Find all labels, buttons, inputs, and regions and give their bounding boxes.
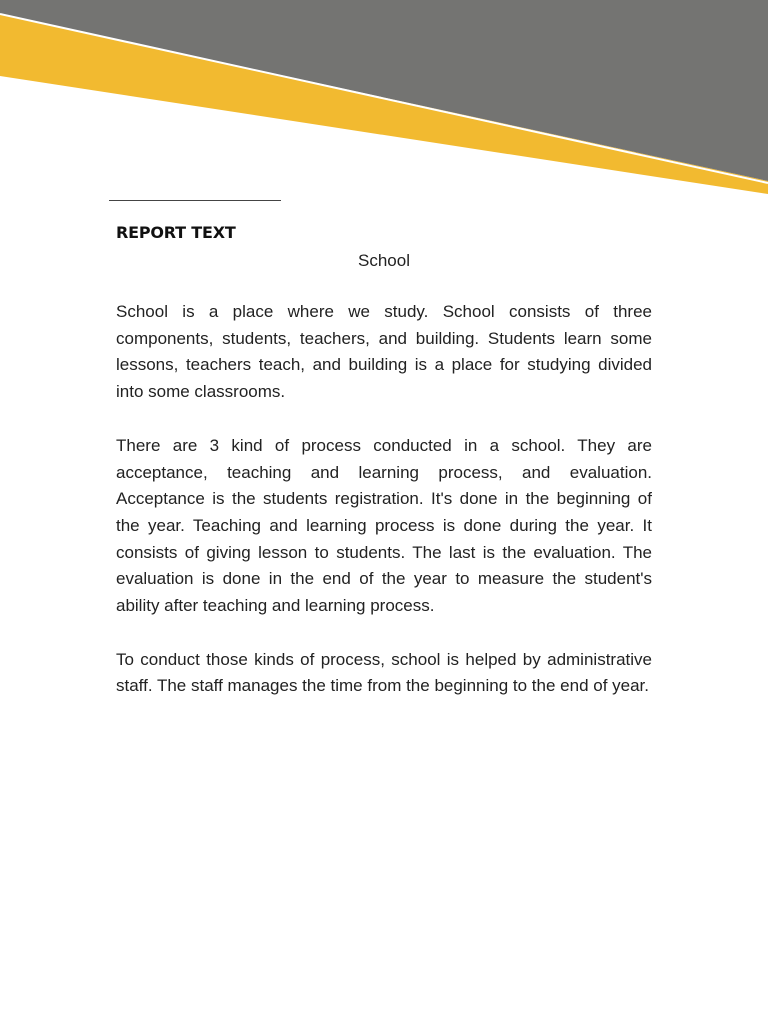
paragraph-1: School is a place where we study. School consists of three components, students, teachers, and building. Students learn some lessons, teachers teach, and building is a place for studying divided into some classrooms. [116,302,652,402]
header-rule [109,200,281,201]
paragraph-3: To conduct those kinds of process, school is helped by administrative staff. The staff manages the time from the beginning to the end of year. [116,649,652,696]
document-body [116,222,652,700]
report-title: School [358,251,410,270]
paragraph-2: There are 3 kind of process conducted in a school. They are acceptance, teaching and learning process, and evaluation. Acceptance is the students registration. It's done in the beginning of the year. Teaching and learning process is done during the year. It consists of giving lesson to students. The last is the evaluation. The evaluation is done in the end of the year to measure the student's ability after teaching and learning process. [116,435,652,616]
report-heading: REPORT TEXT [116,223,236,242]
header-banner [0,0,768,230]
